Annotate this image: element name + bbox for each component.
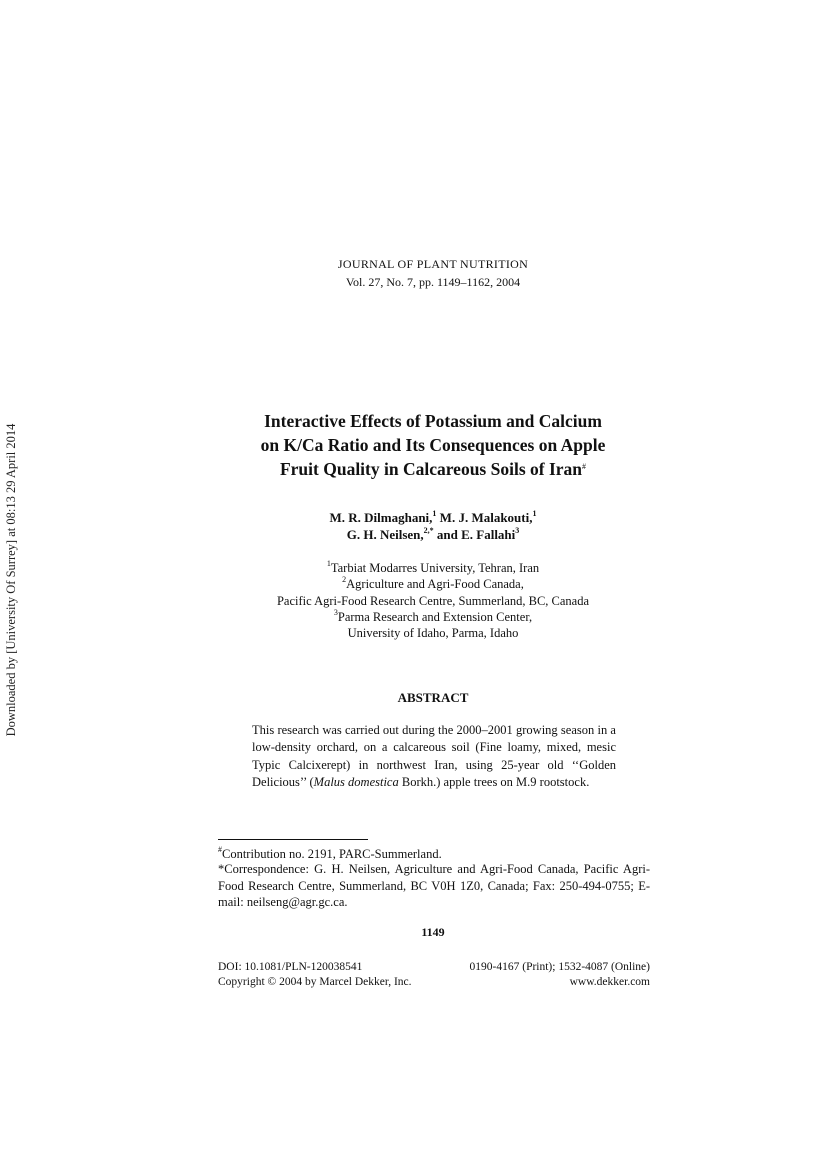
authors-line-1 xyxy=(0,509,826,526)
affiliations xyxy=(0,560,826,641)
footer-right xyxy=(470,960,650,989)
footnote-mark: # xyxy=(218,845,222,854)
author-affil-mark: 1 xyxy=(432,509,437,518)
author-affil-mark: 3 xyxy=(515,526,520,535)
paper-title xyxy=(0,409,826,481)
page-number: 1149 xyxy=(421,925,445,939)
author-list xyxy=(0,509,826,543)
issn: 0190-4167 (Print); 1532-4087 (Online) xyxy=(469,961,650,973)
affil-mark: 3 xyxy=(333,607,338,617)
affil-mark: 2 xyxy=(342,575,347,585)
abstract-text-part-2: Borkh.) apple trees on M.9 rootstock. xyxy=(398,774,590,789)
affiliation-text: Parma Research and Extension Center, xyxy=(337,609,533,624)
footnote-divider xyxy=(218,839,368,840)
authors-line-2 xyxy=(0,526,826,543)
copyright: Copyright © 2004 by Marcel Dekker, Inc. xyxy=(218,975,412,988)
doi: DOI: 10.1081/PLN-120038541 xyxy=(218,961,363,973)
abstract-text-part-1: This research was carried out during the 2000–2001 growing season in a low-density orchard, on a calcareous soil (Fine loamy, mixed, mesic Typic Calcixerept) in northwest Iran, using 25-year old ‘‘Golden Delicious’’ ( xyxy=(252,723,616,789)
abstract-heading: ABSTRACT xyxy=(397,690,469,705)
species-name: Malus domestica xyxy=(313,774,399,789)
author-dilmaghani: M. R. Dilmaghani, xyxy=(329,510,433,525)
author-neilsen: G. H. Neilsen, xyxy=(346,527,424,542)
affiliation-text: Agriculture and Agri-Food Canada, xyxy=(346,577,524,592)
affiliation-3 xyxy=(0,609,826,625)
affiliation-2 xyxy=(0,576,826,592)
title-line-3 xyxy=(0,457,826,481)
affiliation-text: Tarbiat Modarres University, Tehran, Iran xyxy=(330,561,540,575)
affiliation-3-cont: University of Idaho, Parma, Idaho xyxy=(347,626,519,641)
affil-mark: 1 xyxy=(326,559,331,568)
affiliation-1 xyxy=(0,560,826,576)
footer-left xyxy=(218,960,412,989)
publisher-website: www.dekker.com xyxy=(569,975,650,988)
author-affil-mark: 2,* xyxy=(423,526,434,535)
footnote-contribution-text: Contribution no. 2191, PARC-Summerland. xyxy=(222,847,442,861)
affiliation-2-cont: Pacific Agri-Food Research Centre, Summerland, BC, Canada xyxy=(276,593,590,608)
author-malakouti: M. J. Malakouti, xyxy=(436,510,533,525)
title-line-3-text: Fruit Quality in Calcareous Soils of Iran xyxy=(279,459,583,479)
volume-line: Vol. 27, No. 7, pp. 1149–1162, 2004 xyxy=(345,275,521,289)
footnote-correspondence: *Correspondence: G. H. Neilsen, Agriculture and Agri-Food Canada, Pacific Agri-Food Research Centre, Summerland, BC V0H 1Z0, Canada; Fax: 250-494-0755; E-mail: neilseng@agr.gc.ca. xyxy=(218,862,650,909)
title-line-2: on K/Ca Ratio and Its Consequences on Apple xyxy=(260,435,606,455)
abstract-text xyxy=(252,722,616,791)
journal-name: JOURNAL OF PLANT NUTRITION xyxy=(337,257,529,271)
title-line-1: Interactive Effects of Potassium and Calcium xyxy=(264,411,602,431)
author-affil-mark: 1 xyxy=(532,509,537,518)
title-footnote-mark: # xyxy=(582,462,587,471)
download-watermark: Downloaded by [University Of Surrey] at 08:13 29 April 2014 xyxy=(4,423,18,737)
author-fallahi: and E. Fallahi xyxy=(433,527,516,542)
